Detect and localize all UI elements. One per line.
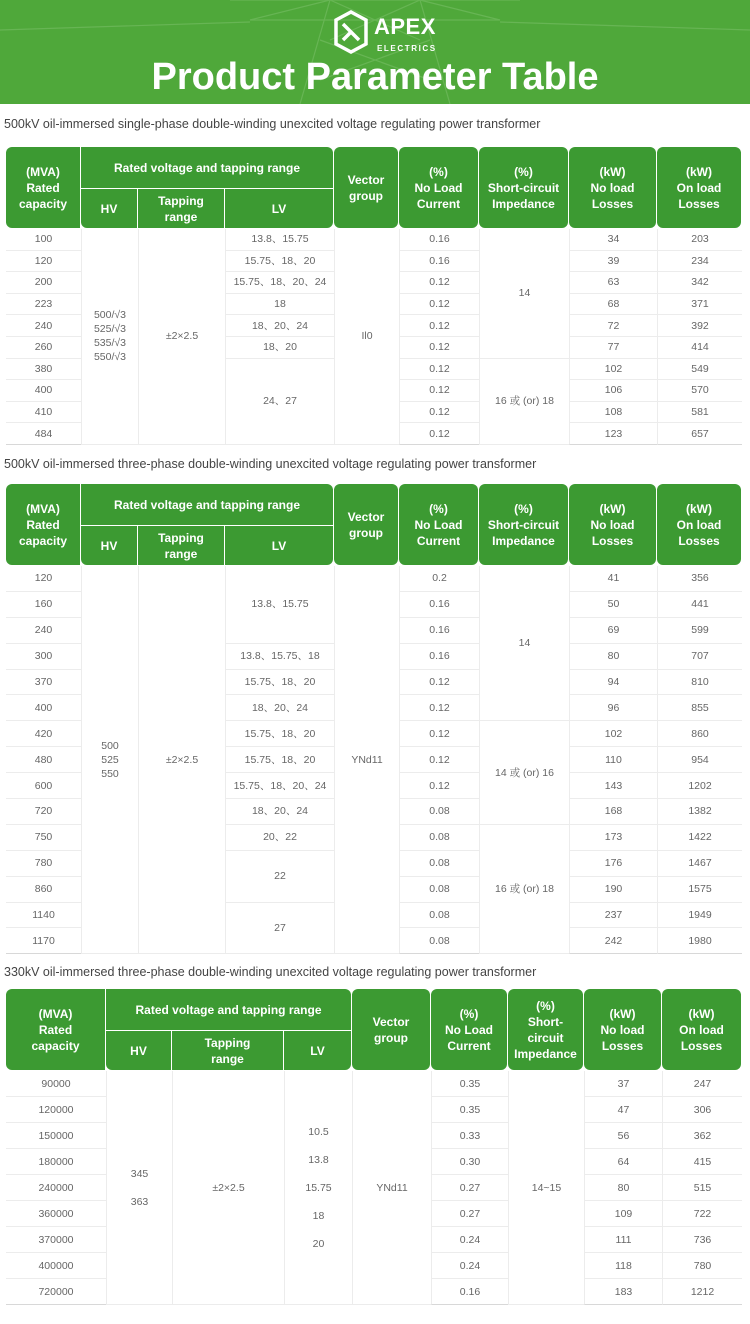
- table2-capacity-cell: 160: [6, 592, 81, 618]
- table2-capacity-cell: 720: [6, 799, 81, 825]
- header-hv: HV: [106, 1031, 171, 1070]
- table1-lv-cell: 15.75、18、20、24: [225, 272, 334, 294]
- header-lv: LV: [225, 189, 333, 228]
- table1-current-cell: 0.12: [399, 337, 479, 359]
- table1-current-cell: 0.12: [399, 294, 479, 316]
- table3-capacity-cell: 120000: [6, 1097, 106, 1123]
- table3-onload-cell: 780: [662, 1253, 742, 1279]
- table3-capacity-cell: 720000: [6, 1279, 106, 1305]
- table2-noload-cell: 50: [569, 592, 657, 618]
- table1-noload-cell: 123: [569, 423, 657, 445]
- table1-current-cell: 0.16: [399, 229, 479, 251]
- table1-capacity-cell: 400: [6, 380, 81, 402]
- table2-noload-cell: 94: [569, 670, 657, 696]
- header-tapping: Tapping range: [138, 526, 224, 565]
- table3-tapping-cell: ±2×2.5: [172, 1071, 284, 1305]
- table2-impedance-cell: 16 或 (or) 18: [479, 825, 569, 954]
- table2-capacity-cell: 1140: [6, 903, 81, 929]
- table3-current-cell: 0.33: [431, 1123, 508, 1149]
- header-capacity: (MVA) Rated capacity: [6, 147, 80, 228]
- table2-onload-cell: 599: [657, 618, 742, 644]
- table1-onload-cell: 392: [657, 315, 742, 337]
- table2-current-cell: 0.08: [399, 851, 479, 877]
- table1-tapping-cell: ±2×2.5: [138, 229, 225, 445]
- table1-vector-cell: Il0: [334, 229, 399, 445]
- table1-onload-cell: 203: [657, 229, 742, 251]
- header-vector: Vector group: [334, 147, 398, 228]
- table3: [6, 989, 742, 1305]
- table1-lv-cell: 15.75、18、20: [225, 251, 334, 273]
- table3-onload-cell: 362: [662, 1123, 742, 1149]
- table1: [6, 147, 742, 445]
- table2-vector-cell: YNd11: [334, 566, 399, 954]
- table3-capacity-cell: 370000: [6, 1227, 106, 1253]
- table3-vector-cell: YNd11: [352, 1071, 431, 1305]
- header-banner: [0, 0, 750, 104]
- table2-lv-cell: 22: [225, 851, 334, 903]
- table3-capacity-cell: 400000: [6, 1253, 106, 1279]
- table1-noload-cell: 63: [569, 272, 657, 294]
- table2-impedance-cell: 14: [479, 566, 569, 721]
- table3-impedance-cell: 14~15: [508, 1071, 584, 1305]
- apex-logo-icon: [334, 10, 368, 54]
- header-tapping: Tapping range: [138, 189, 224, 228]
- table3-current-cell: 0.27: [431, 1175, 508, 1201]
- table2-lv-cell: 18、20、24: [225, 799, 334, 825]
- header-noload-losses: (kW) No load Losses: [569, 147, 656, 228]
- table2-current-cell: 0.08: [399, 903, 479, 929]
- table2-current-cell: 0.2: [399, 566, 479, 592]
- table1-title: 500kV oil-immersed single-phase double-winding unexcited voltage regulating power transformer: [4, 117, 541, 131]
- table1-current-cell: 0.12: [399, 380, 479, 402]
- table1-capacity-cell: 120: [6, 251, 81, 273]
- table2-capacity-cell: 780: [6, 851, 81, 877]
- table1-noload-cell: 39: [569, 251, 657, 273]
- table3-capacity-cell: 360000: [6, 1201, 106, 1227]
- table2-onload-cell: 954: [657, 747, 742, 773]
- table3-onload-cell: 306: [662, 1097, 742, 1123]
- table2-capacity-cell: 240: [6, 618, 81, 644]
- header-rated-range: Rated voltage and tapping range: [81, 147, 333, 188]
- table3-noload-cell: 64: [584, 1149, 662, 1175]
- table3-onload-cell: 736: [662, 1227, 742, 1253]
- table2-tapping-cell: ±2×2.5: [138, 566, 225, 954]
- table2-onload-cell: 860: [657, 721, 742, 747]
- table3-capacity-cell: 180000: [6, 1149, 106, 1175]
- table2-lv-cell: 15.75、18、20: [225, 747, 334, 773]
- table1-lv-cell: 18: [225, 294, 334, 316]
- table2-lv-cell: 15.75、18、20: [225, 721, 334, 747]
- table2-lv-cell: 15.75、18、20、24: [225, 773, 334, 799]
- table2-noload-cell: 143: [569, 773, 657, 799]
- table2-current-cell: 0.12: [399, 695, 479, 721]
- table1-current-cell: 0.16: [399, 251, 479, 273]
- table1-onload-cell: 371: [657, 294, 742, 316]
- table3-capacity-cell: 90000: [6, 1071, 106, 1097]
- table3-noload-cell: 56: [584, 1123, 662, 1149]
- table2-noload-cell: 168: [569, 799, 657, 825]
- table3-current-cell: 0.30: [431, 1149, 508, 1175]
- table2-noload-cell: 176: [569, 851, 657, 877]
- table2-current-cell: 0.16: [399, 618, 479, 644]
- header-noload-losses: (kW) No load Losses: [569, 484, 656, 565]
- header-lv: LV: [284, 1031, 351, 1070]
- table2-lv-cell: 20、22: [225, 825, 334, 851]
- table2-current-cell: 0.08: [399, 928, 479, 954]
- table1-capacity-cell: 100: [6, 229, 81, 251]
- table2-onload-cell: 810: [657, 670, 742, 696]
- table3-capacity-cell: 240000: [6, 1175, 106, 1201]
- table1-capacity-cell: 223: [6, 294, 81, 316]
- table2-current-cell: 0.08: [399, 799, 479, 825]
- table3-current-cell: 0.24: [431, 1253, 508, 1279]
- table2-current-cell: 0.08: [399, 877, 479, 903]
- table1-capacity-cell: 200: [6, 272, 81, 294]
- header-rated-range: Rated voltage and tapping range: [106, 989, 351, 1030]
- table3-noload-cell: 183: [584, 1279, 662, 1305]
- table2-impedance-cell: 14 或 (or) 16: [479, 721, 569, 825]
- table1-capacity-cell: 380: [6, 359, 81, 381]
- header-noload-losses: (kW) No load Losses: [584, 989, 661, 1070]
- table1-current-cell: 0.12: [399, 315, 479, 337]
- table2-noload-cell: 80: [569, 644, 657, 670]
- table2-onload-cell: 441: [657, 592, 742, 618]
- table2-onload-cell: 1422: [657, 825, 742, 851]
- table3-onload-cell: 515: [662, 1175, 742, 1201]
- table3-noload-cell: 47: [584, 1097, 662, 1123]
- header-lv: LV: [225, 526, 333, 565]
- header-impedance: (%) Short-circuit Impedance: [508, 989, 583, 1070]
- table1-capacity-cell: 240: [6, 315, 81, 337]
- header-vector: Vector group: [352, 989, 430, 1070]
- table2-onload-cell: 1980: [657, 928, 742, 954]
- header-onload-losses: (kW) On load Losses: [657, 147, 741, 228]
- table2-lv-cell: 18、20、24: [225, 695, 334, 721]
- table1-lv-cell: 18、20、24: [225, 315, 334, 337]
- table3-noload-cell: 80: [584, 1175, 662, 1201]
- table1-onload-cell: 342: [657, 272, 742, 294]
- table2-current-cell: 0.16: [399, 592, 479, 618]
- table3-noload-cell: 37: [584, 1071, 662, 1097]
- table2-capacity-cell: 750: [6, 825, 81, 851]
- table2-lv-cell: 13.8、15.75、18: [225, 644, 334, 670]
- table3-noload-cell: 118: [584, 1253, 662, 1279]
- table2-noload-cell: 190: [569, 877, 657, 903]
- header-capacity: (MVA) Rated capacity: [6, 989, 105, 1070]
- table2-noload-cell: 242: [569, 928, 657, 954]
- table3-current-cell: 0.35: [431, 1097, 508, 1123]
- table2-onload-cell: 1202: [657, 773, 742, 799]
- table1-lv-cell: 18、20: [225, 337, 334, 359]
- table2-current-cell: 0.08: [399, 825, 479, 851]
- table2-capacity-cell: 300: [6, 644, 81, 670]
- table2-onload-cell: 707: [657, 644, 742, 670]
- table2-current-cell: 0.12: [399, 747, 479, 773]
- table3-onload-cell: 247: [662, 1071, 742, 1097]
- table1-impedance-cell: 16 或 (or) 18: [479, 359, 569, 445]
- table2-noload-cell: 110: [569, 747, 657, 773]
- table3-onload-cell: 722: [662, 1201, 742, 1227]
- header-tapping: Tapping range: [172, 1031, 283, 1070]
- table2-noload-cell: 41: [569, 566, 657, 592]
- table1-capacity-cell: 260: [6, 337, 81, 359]
- table1-lv-cell: 24、27: [225, 359, 334, 445]
- table2-noload-cell: 237: [569, 903, 657, 929]
- table1-onload-cell: 234: [657, 251, 742, 273]
- table2-current-cell: 0.12: [399, 773, 479, 799]
- table2-lv-cell: 13.8、15.75: [225, 566, 334, 644]
- table2-capacity-cell: 400: [6, 695, 81, 721]
- header-onload-losses: (kW) On load Losses: [662, 989, 741, 1070]
- header-rated-range: Rated voltage and tapping range: [81, 484, 333, 525]
- header-noload-current: (%) No Load Current: [399, 147, 478, 228]
- table1-impedance-cell: 14: [479, 229, 569, 359]
- table1-current-cell: 0.12: [399, 272, 479, 294]
- header-noload-current: (%) No Load Current: [399, 484, 478, 565]
- table3-current-cell: 0.24: [431, 1227, 508, 1253]
- apex-logo: [334, 8, 444, 58]
- table2-lv-cell: 27: [225, 903, 334, 955]
- table3-noload-cell: 109: [584, 1201, 662, 1227]
- table2-capacity-cell: 480: [6, 747, 81, 773]
- table2-lv-cell: 15.75、18、20: [225, 670, 334, 696]
- table3-capacity-cell: 150000: [6, 1123, 106, 1149]
- table2-capacity-cell: 370: [6, 670, 81, 696]
- table2-capacity-cell: 120: [6, 566, 81, 592]
- table2-capacity-cell: 860: [6, 877, 81, 903]
- table3-current-cell: 0.16: [431, 1279, 508, 1305]
- table2-current-cell: 0.12: [399, 670, 479, 696]
- header-impedance: (%) Short-circuit Impedance: [479, 484, 568, 565]
- table1-noload-cell: 68: [569, 294, 657, 316]
- table2-noload-cell: 96: [569, 695, 657, 721]
- table3-title: 330kV oil-immersed three-phase double-winding unexcited voltage regulating power transformer: [4, 965, 537, 979]
- header-noload-current: (%) No Load Current: [431, 989, 507, 1070]
- brand-name: APEX: [374, 14, 436, 39]
- table1-capacity-cell: 484: [6, 423, 81, 445]
- table2-title: 500kV oil-immersed three-phase double-winding unexcited voltage regulating power transformer: [4, 457, 537, 471]
- table2-capacity-cell: 420: [6, 721, 81, 747]
- header-vector: Vector group: [334, 484, 398, 565]
- table2-noload-cell: 69: [569, 618, 657, 644]
- table2-current-cell: 0.16: [399, 644, 479, 670]
- table1-current-cell: 0.12: [399, 359, 479, 381]
- table1-noload-cell: 34: [569, 229, 657, 251]
- table2-current-cell: 0.12: [399, 721, 479, 747]
- table2-capacity-cell: 1170: [6, 928, 81, 954]
- table2-noload-cell: 173: [569, 825, 657, 851]
- header-capacity: (MVA) Rated capacity: [6, 484, 80, 565]
- table3-current-cell: 0.35: [431, 1071, 508, 1097]
- brand-subtitle: ELECTRICS: [377, 44, 437, 53]
- table1-onload-cell: 549: [657, 359, 742, 381]
- table2-onload-cell: 1382: [657, 799, 742, 825]
- table1-noload-cell: 108: [569, 402, 657, 424]
- table2-onload-cell: 1467: [657, 851, 742, 877]
- page-title: Product Parameter Table: [151, 56, 599, 98]
- table1-capacity-cell: 410: [6, 402, 81, 424]
- table1-onload-cell: 414: [657, 337, 742, 359]
- table1-lv-cell: 13.8、15.75: [225, 229, 334, 251]
- table2: [6, 484, 742, 954]
- table3-current-cell: 0.27: [431, 1201, 508, 1227]
- table1-onload-cell: 570: [657, 380, 742, 402]
- header-hv: HV: [81, 189, 137, 228]
- table1-current-cell: 0.12: [399, 402, 479, 424]
- header-impedance: (%) Short-circuit Impedance: [479, 147, 568, 228]
- table1-noload-cell: 72: [569, 315, 657, 337]
- table2-onload-cell: 855: [657, 695, 742, 721]
- table2-hv-cell: 500 525 550: [81, 566, 138, 954]
- table1-onload-cell: 657: [657, 423, 742, 445]
- table1-noload-cell: 77: [569, 337, 657, 359]
- table1-current-cell: 0.12: [399, 423, 479, 445]
- table1-noload-cell: 106: [569, 380, 657, 402]
- table1-onload-cell: 581: [657, 402, 742, 424]
- table3-onload-cell: 1212: [662, 1279, 742, 1305]
- table3-onload-cell: 415: [662, 1149, 742, 1175]
- table2-onload-cell: 356: [657, 566, 742, 592]
- table3-noload-cell: 111: [584, 1227, 662, 1253]
- header-onload-losses: (kW) On load Losses: [657, 484, 741, 565]
- table2-onload-cell: 1575: [657, 877, 742, 903]
- table3-lv-cell: 10.5 13.8 15.75 18 20: [284, 1071, 352, 1305]
- table1-hv-cell: 500/√3 525/√3 535/√3 550/√3: [81, 229, 138, 445]
- table3-hv-cell: 345 363: [106, 1071, 172, 1305]
- header-hv: HV: [81, 526, 137, 565]
- table2-capacity-cell: 600: [6, 773, 81, 799]
- table2-onload-cell: 1949: [657, 903, 742, 929]
- table1-noload-cell: 102: [569, 359, 657, 381]
- table2-noload-cell: 102: [569, 721, 657, 747]
